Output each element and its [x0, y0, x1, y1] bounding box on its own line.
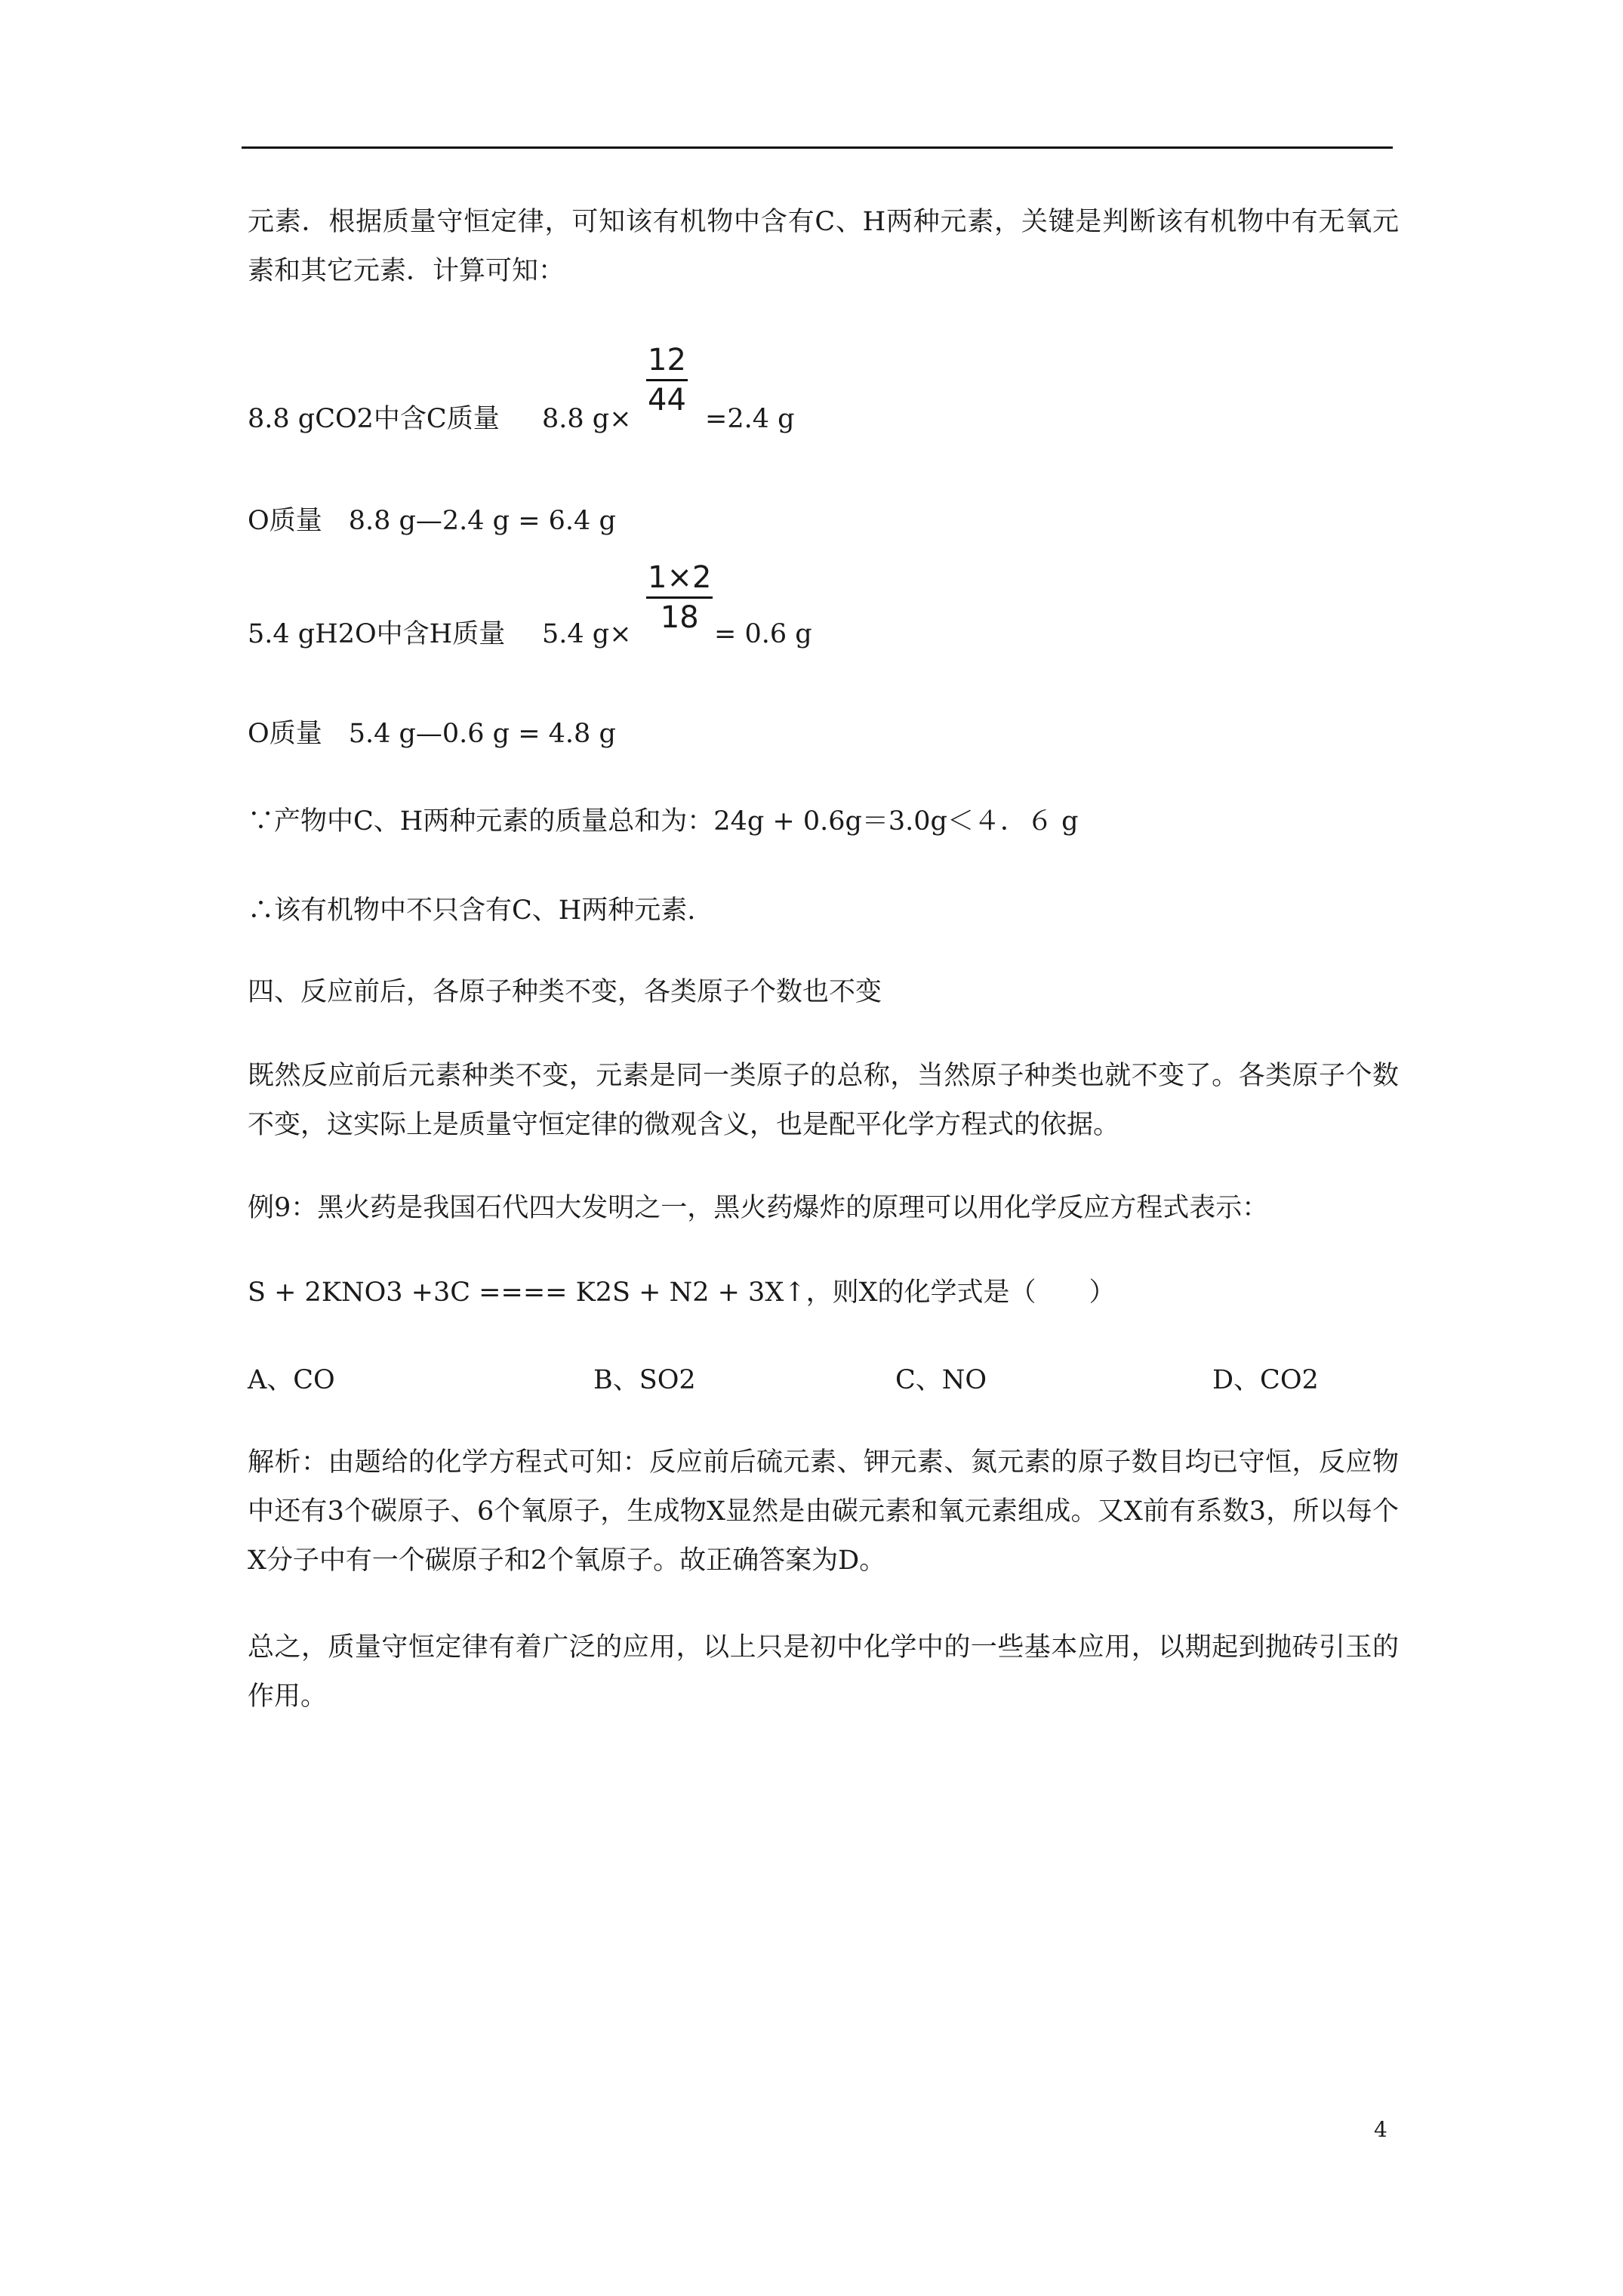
page-number: 4	[1374, 2117, 1387, 2142]
calc2-line: O质量 8.8 g—2.4 g = 6.4 g	[248, 506, 616, 536]
therefore-line: ∴该有机物中不只含有C、H两种元素.	[248, 895, 696, 926]
calc1-fraction	[646, 343, 688, 418]
calc1-result: =2.4 g	[705, 404, 795, 434]
calc3-fraction	[646, 560, 713, 635]
example9-equation: S + 2KNO3 +3C ==== K2S + N2 + 3X↑，则X的化学式是（ ）	[248, 1277, 1116, 1308]
because-line: ∵产物中C、H两种元素的质量总和为：24g + 0.6g＝3.0g＜４．６ g	[248, 806, 1079, 837]
section4-heading: 四、反应前后，各原子种类不变，各类原子个数也不变	[248, 977, 882, 1007]
header-rule	[242, 146, 1393, 149]
example9-analysis: 解析：由题给的化学方程式可知：反应前后硫元素、钾元素、氮元素的原子数目均已守恒，反应物中还有3个碳原子、6个氧原子，生成物X显然是由碳元素和氧元素组成。又X前有系数3，所以每个X分子中有一个碳原子和2个氧原子。故正确答案为D。	[248, 1447, 1399, 1576]
calc1-denominator: 44	[648, 383, 686, 418]
calc3-value: 5.4 g×	[542, 619, 632, 649]
option-a: A、CO	[248, 1365, 335, 1395]
calc3-result: = 0.6 g	[714, 619, 812, 649]
intro-paragraph: 元素．根据质量守恒定律，可知该有机物中含有C、H两种元素，关键是判断该有机物中有无氧元素和其它元素．计算可知：	[248, 207, 1399, 286]
example9-intro: 例9：黑火药是我国石代四大发明之一，黑火药爆炸的原理可以用化学反应方程式表示：	[248, 1193, 1269, 1223]
calc1-numerator: 12	[646, 343, 688, 381]
conclusion-paragraph: 总之，质量守恒定律有着广泛的应用，以上只是初中化学中的一些基本应用，以期起到抛砖引玉的作用。	[248, 1632, 1399, 1712]
option-c: C、NO	[895, 1365, 987, 1395]
calc3-denominator: 18	[660, 600, 699, 635]
calc1-value: 8.8 g×	[542, 404, 632, 434]
calc4-line: O质量 5.4 g—0.6 g = 4.8 g	[248, 719, 616, 749]
section4-paragraph: 既然反应前后元素种类不变，元素是同一类原子的总称，当然原子种类也就不变了。各类原子个数不变，这实际上是质量守恒定律的微观含义，也是配平化学方程式的依据。	[248, 1061, 1399, 1140]
calc3-numerator: 1×2	[646, 560, 713, 599]
calc3-label: 5.4 gH2O中含H质量	[248, 619, 506, 649]
option-b: B、SO2	[593, 1365, 696, 1395]
calc1-label: 8.8 gCO2中含C质量	[248, 404, 500, 434]
option-d: D、CO2	[1212, 1365, 1319, 1395]
